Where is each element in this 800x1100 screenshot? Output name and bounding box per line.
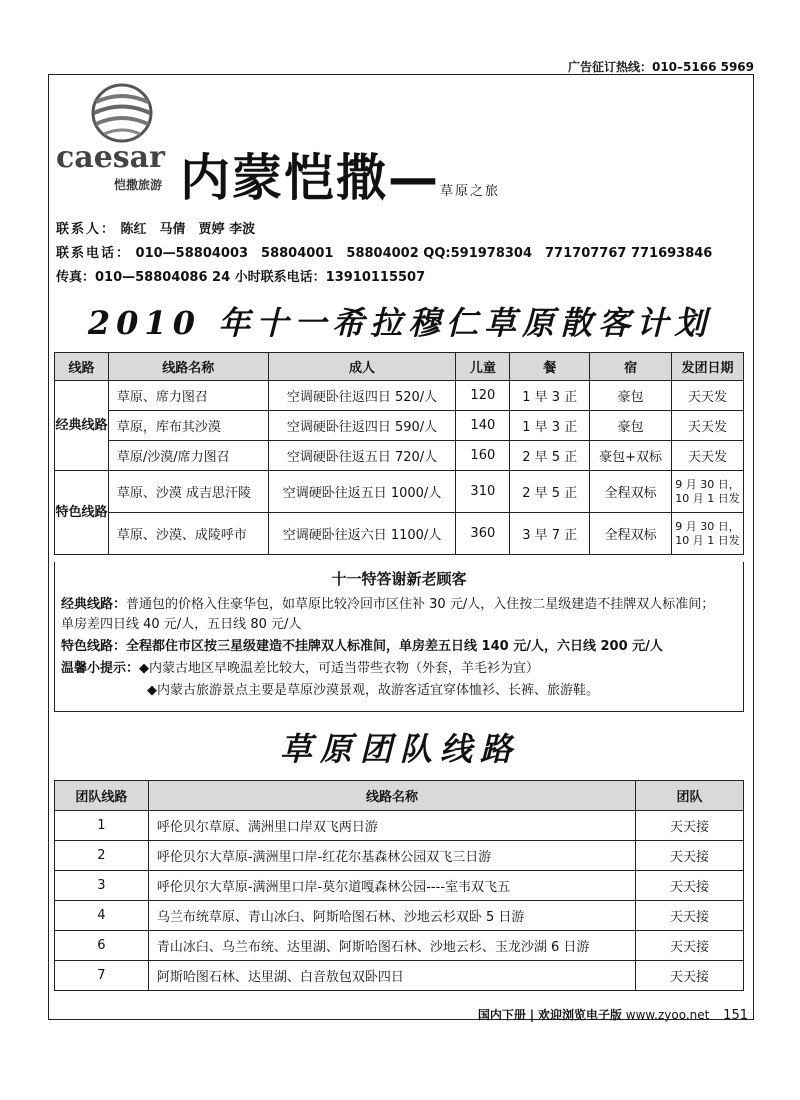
team-no: 2 [55,841,149,871]
lodging: 全程双标 [590,471,672,513]
footer-separator: | [529,1008,535,1022]
header-cell: 线路名称 [108,353,268,381]
route-name: 草原/沙漠/席力图召 [108,441,268,471]
child-price: 120 [456,381,510,411]
table-row [55,961,744,991]
team-status: 天天接 [636,841,744,871]
contact-phone-numbers: 010—58804003 58804001 58804002 QQ:591978304 771707767 771693846 [135,246,713,261]
departure-date: 9 月 30 日，10 月 1 日发 [672,471,744,513]
note-classic-2: 单房差四日线 40 元/人，五日线 80 元/人 [61,617,302,632]
contact-people-names: 陈红 马倩 贾婷 李波 [120,222,256,237]
route-name: 草原、沙漠 成吉思汗陵 [108,471,268,513]
note-special-label: 特色线路： [61,639,127,654]
meals: 1 早 3 正 [510,381,590,411]
note-tip-2: ◆内蒙古旅游景点主要是草原沙漠景观，故游客适宜穿体恤衫、长裤、旅游鞋。 [147,683,599,698]
team-status: 天天接 [636,961,744,991]
page-footer [478,1006,748,1023]
team-no: 3 [55,871,149,901]
notes-box [54,562,744,712]
table-row [55,871,744,901]
note-tip-label: 温馨小提示： [61,661,140,676]
header-cell: 团队 [636,781,744,811]
team-route-name: 青山冰臼、乌兰布统、达里湖、阿斯哈图石林、沙地云杉、玉龙沙湖 6 日游 [148,931,635,961]
page-title [180,138,500,210]
team-route-name: 乌兰布统草原、青山冰臼、阿斯哈图石林、沙地云杉双卧 5 日游 [148,901,635,931]
contact-phones [56,242,712,261]
team-table-header [55,781,744,811]
title-part1: 内蒙恺撒 [180,149,388,207]
team-no: 7 [55,961,149,991]
team-status: 天天接 [636,901,744,931]
meals: 1 早 3 正 [510,411,590,441]
group-label-special: 特色线路 [55,471,109,555]
table-row [55,841,744,871]
footer-site-link[interactable]: www.zyoo.net [625,1008,710,1022]
meals: 2 早 5 正 [510,441,590,471]
departure-date: 天天发 [672,381,744,411]
plan-table-header [55,353,744,381]
group-label-classic: 经典线路 [55,381,109,471]
note-tip-1-text: ◆内蒙古地区早晚温差比较大，可适当带些衣物（外套，羊毛衫为宜） [139,661,540,676]
team-table [54,780,744,991]
notes-title: 十一特答谢新老顾客 [331,570,467,588]
adult-price: 空调硬卧往返四日 520/人 [268,381,456,411]
lodging: 豪包 [590,411,672,441]
note-special-text: 全程都住市区按三星级建造不挂牌双人标准间，单房差五日线 140 元/人，六日线 200 元/人 [126,639,663,654]
note-classic-label: 经典线路： [61,597,127,612]
route-name: 草原，库布其沙漠 [108,411,268,441]
contact-people [56,218,255,237]
logo-wordmark: caesar [56,140,165,175]
team-status: 天天接 [636,871,744,901]
header-cell: 餐 [510,353,590,381]
plan-table [54,352,744,555]
logo-subtitle: 恺撒旅游 [114,178,163,192]
header-cell: 线路 [55,353,109,381]
departure-date: 9 月 30 日，10 月 1 日发 [672,513,744,555]
child-price: 360 [456,513,510,555]
table-row [55,441,744,471]
departure-date: 天天发 [672,411,744,441]
plan-title: 2010 年十一希拉穆仁草原散客计划 [87,304,713,342]
team-route-name: 呼伦贝尔草原、满洲里口岸双飞两日游 [148,811,635,841]
caesar-logo [56,80,176,190]
table-row [55,513,744,555]
header-cell: 宿 [590,353,672,381]
table-row [55,931,744,961]
lodging: 豪包 [590,381,672,411]
team-route-name: 呼伦贝尔大草原-满洲里口岸-红花尔基森林公园双飞三日游 [148,841,635,871]
ad-hotline: 广告征订热线：010–5166 5969 [567,60,754,74]
route-name: 草原、沙漠、成陵呼市 [108,513,268,555]
table-row [55,411,744,441]
team-status: 天天接 [636,811,744,841]
header-cell: 儿童 [456,353,510,381]
meals: 2 早 5 正 [510,471,590,513]
title-dash: — [388,149,440,207]
page-number: 151 [723,1008,748,1023]
title-part2: 草原之旅 [440,184,501,199]
team-no: 6 [55,931,149,961]
lodging: 全程双标 [590,513,672,555]
lodging: 豪包+双标 [590,441,672,471]
adult-price: 空调硬卧往返六日 1100/人 [268,513,456,555]
team-route-name: 呼伦贝尔大草原-满洲里口岸-莫尔道嘎森林公园----室韦双飞五 [148,871,635,901]
header-cell: 发团日期 [672,353,744,381]
meals: 3 早 7 正 [510,513,590,555]
contact-fax: 传真：010—58804086 24 小时联系电话：13910115507 [56,270,426,285]
header-cell: 成人 [268,353,456,381]
team-no: 1 [55,811,149,841]
contact-phone-label: 联系电话： [56,246,132,261]
header-cell: 团队线路 [55,781,149,811]
note-classic-text: 普通包的价格入住豪华包，如草原比较冷回市区住补 30 元/人，入住按二星级建造不挂牌双人标准间； [126,597,715,612]
table-row [55,471,744,513]
departure-date: 天天发 [672,441,744,471]
footer-welcome: 欢迎浏览电子版 [537,1008,622,1022]
note-classic [61,596,714,614]
adult-price: 空调硬卧往返五日 1000/人 [268,471,456,513]
child-price: 310 [456,471,510,513]
globe-icon [90,82,154,144]
child-price: 140 [456,411,510,441]
route-name: 草原、席力图召 [108,381,268,411]
note-tip-1 [61,660,539,678]
adult-price: 空调硬卧往返四日 590/人 [268,411,456,441]
child-price: 160 [456,441,510,471]
table-row [55,381,744,411]
team-no: 4 [55,901,149,931]
contact-people-label: 联系人： [56,222,117,237]
adult-price: 空调硬卧往返五日 720/人 [268,441,456,471]
table-row [55,811,744,841]
team-route-name: 阿斯哈图石林、达里湖、白音敖包双卧四日 [148,961,635,991]
table-row [55,901,744,931]
note-special [61,638,663,656]
footer-section: 国内下册 [477,1008,526,1022]
team-status: 天天接 [636,931,744,961]
team-title: 草原团队线路 [279,730,520,768]
header-cell: 线路名称 [148,781,635,811]
